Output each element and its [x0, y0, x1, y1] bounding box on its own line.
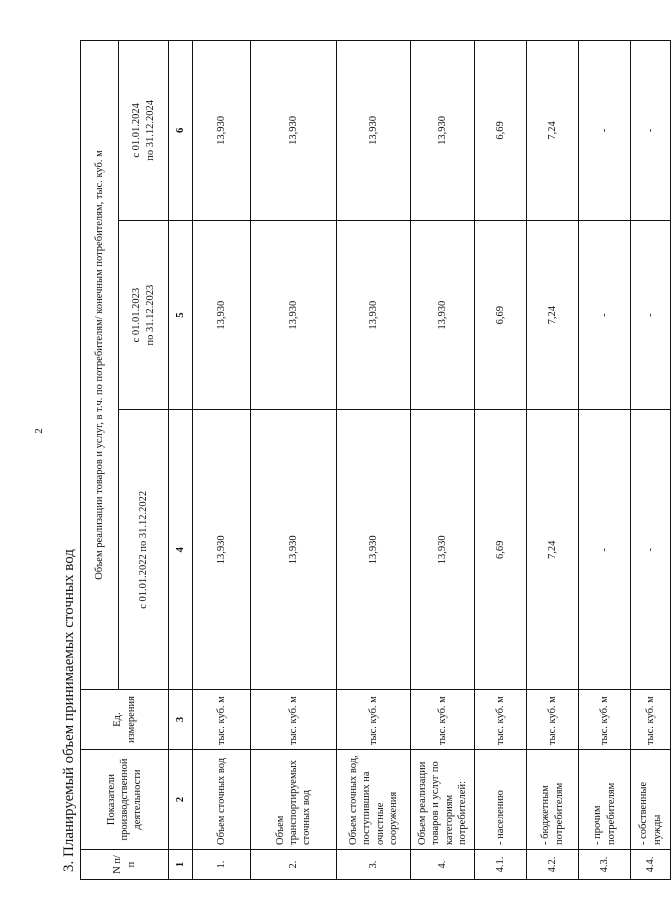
column-number: 4: [169, 410, 193, 690]
row-value-2024: 6,69: [475, 41, 527, 221]
row-value-2023: 7,24: [527, 220, 579, 410]
row-indicator: Объем сточных вод: [193, 750, 251, 850]
row-unit: тыс. куб. м: [337, 690, 411, 750]
row-value-2023: 13,930: [193, 220, 251, 410]
table-row: [579, 41, 631, 880]
table-row: [251, 41, 337, 880]
row-value-2024: 13,930: [411, 41, 475, 221]
header-period-2023-from: с 01.01.2023: [131, 287, 143, 343]
row-indicator: - населению: [475, 750, 527, 850]
table-row: [527, 41, 579, 880]
row-value-2024: 13,930: [193, 41, 251, 221]
row-value-2022: 7,24: [527, 410, 579, 690]
row-num: 2.: [251, 850, 337, 880]
row-value-2023: 6,69: [475, 220, 527, 410]
row-unit: тыс. куб. м: [527, 690, 579, 750]
row-value-2022: 13,930: [251, 410, 337, 690]
row-indicator: - прочим потребителям: [579, 750, 631, 850]
row-unit: тыс. куб. м: [579, 690, 631, 750]
header-period-2022: с 01.01.2022 по 31.12.2022: [119, 410, 169, 690]
row-value-2022: -: [579, 410, 631, 690]
row-num: 4.2.: [527, 850, 579, 880]
column-number: 1: [169, 850, 193, 880]
header-period-2024-from: с 01.01.2024: [131, 103, 143, 158]
column-number: 2: [169, 750, 193, 850]
row-unit: тыс. куб. м: [631, 690, 671, 750]
column-number: 5: [169, 220, 193, 410]
page-number: 2: [33, 428, 45, 434]
row-indicator: - бюджетным потребителям: [527, 750, 579, 850]
row-value-2022: 13,930: [411, 410, 475, 690]
row-num: 4.3.: [579, 850, 631, 880]
row-indicator: Объем реализации товаров и услуг по категориям потребителей:: [411, 750, 475, 850]
row-value-2022: 6,69: [475, 410, 527, 690]
table-row: [631, 41, 671, 880]
header-row-group: [81, 41, 119, 880]
header-period-2024: [119, 41, 169, 221]
row-unit: тыс. куб. м: [251, 690, 337, 750]
row-indicator: Объем сточных вод, поступивших на очистные сооружения: [337, 750, 411, 850]
row-num: 4.1.: [475, 850, 527, 880]
row-value-2024: -: [631, 41, 671, 221]
row-value-2023: -: [579, 220, 631, 410]
row-value-2022: -: [631, 410, 671, 690]
header-col-indicator: Показатели производственной деятельности: [81, 750, 169, 850]
table-row: [475, 41, 527, 880]
row-num: 4.4.: [631, 850, 671, 880]
row-unit: тыс. куб. м: [475, 690, 527, 750]
row-indicator: Объем транспортируемых сточных вод: [251, 750, 337, 850]
row-value-2024: 13,930: [251, 41, 337, 221]
row-unit: тыс. куб. м: [193, 690, 251, 750]
row-value-2023: 13,930: [411, 220, 475, 410]
row-num: 3.: [337, 850, 411, 880]
column-number: 3: [169, 690, 193, 750]
table-row: [337, 41, 411, 880]
row-value-2023: 13,930: [337, 220, 411, 410]
column-number-row: [169, 41, 193, 880]
section-title: 3. Планируемый объем принимаемых сточных вод: [61, 549, 77, 872]
row-value-2022: 13,930: [193, 410, 251, 690]
header-col-unit: Ед. измерения: [81, 690, 169, 750]
rotated-sheet: [60, 40, 663, 880]
row-indicator: - собственные нужды: [631, 750, 671, 850]
planned-volume-table: [80, 40, 671, 880]
row-value-2022: 13,930: [337, 410, 411, 690]
table-row: [193, 41, 251, 880]
row-value-2024: 13,930: [337, 41, 411, 221]
row-num: 1.: [193, 850, 251, 880]
table-row: [411, 41, 475, 880]
row-value-2023: 13,930: [251, 220, 337, 410]
row-value-2024: 7,24: [527, 41, 579, 221]
row-num: 4.: [411, 850, 475, 880]
header-group-label: Объем реализации товаров и услуг, в т.ч. по потребителям/ конечным потребителям, тыс. куб. м: [81, 41, 119, 690]
row-value-2023: -: [631, 220, 671, 410]
header-col-num: N п/п: [81, 850, 169, 880]
header-period-2023: [119, 220, 169, 410]
header-period-2024-to: по 31.12.2024: [144, 100, 156, 161]
row-unit: тыс. куб. м: [411, 690, 475, 750]
header-period-2023-to: по 31.12.2023: [144, 284, 156, 346]
row-value-2024: -: [579, 41, 631, 221]
column-number: 6: [169, 41, 193, 221]
